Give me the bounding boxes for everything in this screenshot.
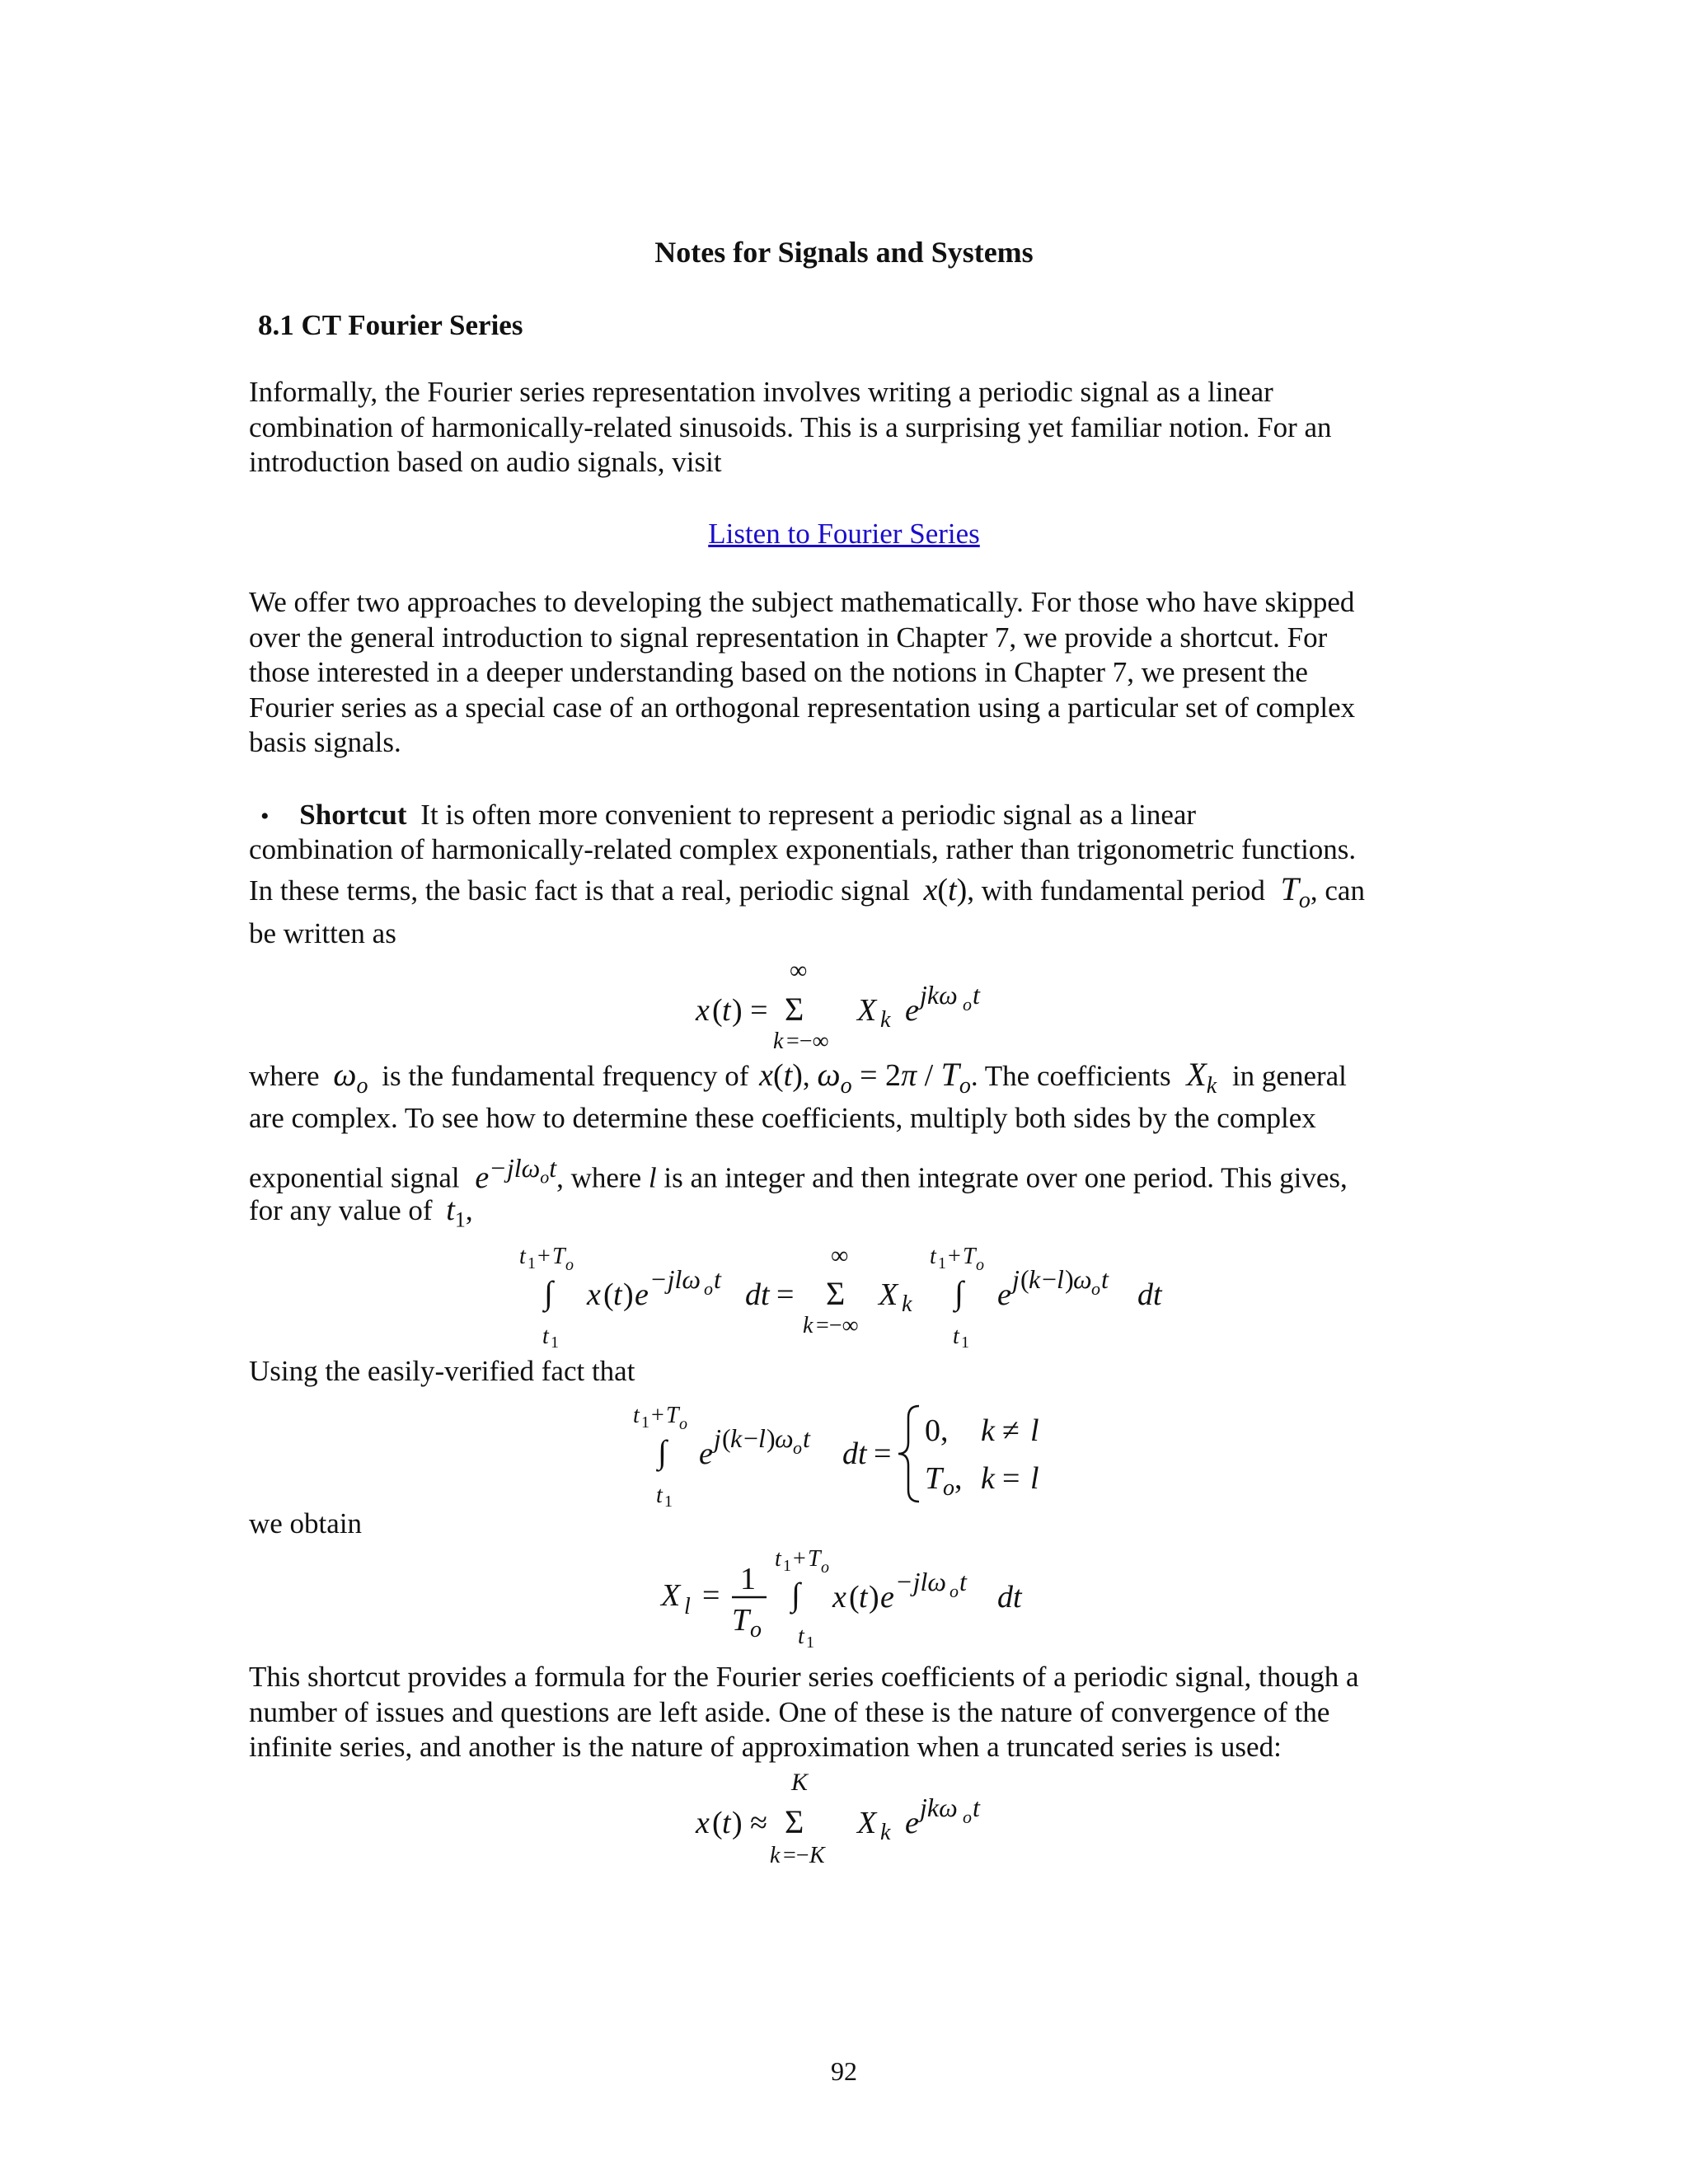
svg-text:o: o [565,1256,574,1274]
section-heading: 8.1 CT Fourier Series [258,309,523,341]
text-span: l [648,1161,657,1194]
fourier-series-equation [684,956,1030,1059]
svg-text:t: t [519,1244,526,1269]
svg-text:k: k [981,1461,995,1496]
listen-fourier-series-link[interactable]: Listen to Fourier Series [708,518,980,550]
text-span: . The coefficients [970,1060,1171,1092]
svg-text:x: x [832,1580,846,1615]
svg-text:Σ: Σ [785,991,804,1028]
svg-text:∫: ∫ [544,1274,553,1311]
svg-text:e: e [997,1277,1011,1312]
text-line: basis signals. [249,726,401,758]
svg-text:e: e [905,993,919,1028]
svg-text:1: 1 [961,1333,969,1352]
svg-text:(: ( [603,1277,614,1312]
svg-text:o: o [963,1807,972,1827]
svg-text:) ≈: ) ≈ [732,1806,768,1840]
where-line: where $\omega_o$ is the fundamental frequency of x(t), $\omega_o = 2\pi / T_o$. The coefficients $X_k$ in general [249,1056,1347,1099]
svg-text:e: e [699,1436,713,1471]
svg-text:−: − [743,1423,759,1453]
svg-text:(: ( [712,1806,723,1840]
math-T-o: $T_o$ [1280,870,1311,913]
svg-text:x: x [696,1806,710,1840]
svg-text:1: 1 [641,1413,649,1432]
svg-text:k: k [1029,1264,1041,1294]
text-span: , with fundamental period [967,874,1265,907]
svg-text:=−∞: =−∞ [786,1029,829,1054]
svg-text:T: T [963,1244,976,1269]
svg-text:+: + [651,1403,664,1428]
shortcut-line-3: In these terms, the basic fact is that a real, periodic signal x(t), with fundamental period $T_o$, can [249,870,1365,913]
svg-text:∞: ∞ [831,1242,849,1269]
svg-text:k: k [902,1291,912,1317]
svg-text:t: t [722,1806,731,1840]
svg-text:l: l [1057,1264,1064,1294]
svg-text:+: + [793,1546,806,1572]
svg-text:e: e [905,1806,919,1840]
svg-text:k: k [770,1843,781,1868]
text-line: Using the easily-verified fact that [249,1355,635,1387]
svg-text:l: l [1030,1461,1039,1496]
svg-text:): ) [623,1277,634,1312]
text-line: combination of harmonically-related sinusoids. This is a surprising yet familiar notion. For an [249,410,1332,443]
text-line: we obtain [249,1507,363,1540]
svg-text:l: l [684,1594,691,1619]
svg-text:t: t [973,1793,980,1822]
svg-text:t: t [973,980,980,1010]
page-title: Notes for Signals and Systems [654,236,1034,269]
svg-text:(: ( [712,993,723,1028]
svg-text:t: t [959,1567,967,1596]
svg-text:T: T [732,1603,750,1638]
text-span: , where [556,1161,642,1194]
svg-text:+: + [537,1244,551,1269]
svg-text:k: k [773,1029,784,1054]
svg-text:=: = [1002,1461,1020,1496]
svg-text:k: k [880,1007,891,1033]
svg-text:=: = [874,1436,892,1471]
svg-text:k: k [803,1313,814,1338]
text-span: is an integer and then integrate over one period. This gives, [663,1161,1348,1194]
svg-text:=: = [776,1277,795,1312]
svg-text:1: 1 [664,1493,673,1511]
approaches-paragraph [249,585,1355,761]
svg-text:ω: ω [1073,1264,1092,1294]
shortcut-label: Shortcut [299,799,407,831]
svg-text:0,: 0, [925,1413,949,1448]
svg-text:−jlω: −jlω [649,1264,701,1294]
text-line: We offer two approaches to developing the subject mathematically. For those who have skipped [249,586,1355,618]
svg-text:1: 1 [806,1633,814,1652]
svg-text:1: 1 [551,1333,559,1352]
svg-text:j: j [714,1423,721,1453]
svg-text:): ) [1065,1264,1074,1294]
svg-text:∫: ∫ [791,1576,800,1613]
svg-text:T: T [666,1403,679,1428]
svg-text:1: 1 [740,1562,756,1596]
svg-text:o: o [793,1437,802,1458]
svg-text:+: + [948,1244,961,1269]
text-span: is the fundamental frequency of [382,1060,749,1092]
text-line: Fourier series as a special case of an orthogonal representation using a particular set of complex [249,691,1356,724]
svg-text:−jlω: −jlω [895,1567,946,1596]
svg-text:jkω: jkω [920,980,958,1010]
svg-text:∞: ∞ [790,957,808,984]
svg-text:=: = [702,1578,720,1613]
svg-text:(: ( [849,1580,860,1615]
svg-text:o: o [943,1475,954,1501]
page-number: 92 [831,2056,857,2086]
svg-text:o: o [976,1256,984,1274]
svg-text:dt: dt [997,1580,1022,1615]
svg-text:t: t [613,1277,622,1312]
svg-text:k: k [880,1820,891,1845]
svg-text:t: t [798,1624,804,1649]
svg-text:l: l [1030,1413,1039,1448]
svg-text:x: x [696,993,710,1028]
integral-equation [511,1232,1187,1360]
svg-text:o: o [750,1617,762,1643]
svg-text:K: K [809,1843,825,1868]
intro-paragraph [249,375,1332,480]
text-span: It is often more convenient to represent a periodic signal as a linear [420,799,1197,831]
svg-text:T: T [552,1244,565,1269]
svg-text:dt: dt [1137,1277,1162,1312]
svg-text:1: 1 [528,1254,536,1272]
svg-text:t: t [953,1324,959,1349]
svg-text:(: ( [722,1423,731,1453]
shortcut-line-1 [260,798,1196,834]
text-span: where [249,1060,320,1092]
svg-text:o: o [679,1415,687,1433]
svg-text:Σ: Σ [826,1275,846,1312]
svg-text:t: t [542,1324,549,1349]
svg-text:≠: ≠ [1002,1413,1020,1448]
svg-text:) =: ) = [732,993,768,1028]
svg-text:t: t [714,1264,721,1294]
text-span: in general [1231,1060,1347,1092]
text-line: over the general introduction to signal representation in Chapter 7, we provide a shortcut. For [249,621,1328,654]
text-line: introduction based on audio signals, visit [249,446,722,478]
svg-text:t: t [722,993,731,1028]
svg-text:=−∞: =−∞ [816,1313,859,1338]
text-line: infinite series, and another is the nature of approximation when a truncated series is used: [249,1731,1282,1763]
svg-text:t: t [930,1244,936,1269]
svg-text:o: o [1091,1278,1100,1299]
svg-text:k: k [730,1423,743,1453]
text-line: are complex. To see how to determine these coefficients, multiply both sides by the complex [249,1102,1316,1134]
closing-paragraph [249,1660,1358,1765]
svg-text:Σ: Σ [785,1803,804,1840]
svg-text:,: , [954,1461,963,1496]
svg-text:e: e [635,1277,649,1312]
svg-text:X: X [661,1578,681,1613]
svg-text:1: 1 [938,1254,946,1272]
svg-text:=−: =− [783,1843,809,1868]
svg-text:t: t [775,1546,781,1572]
svg-text:): ) [869,1580,879,1615]
svg-text:jkω: jkω [920,1793,958,1822]
orthogonality-equation [626,1391,1088,1519]
where-line-3: exponential signal $e^{-jl\omega_ot}$, where l is an integer and then integrate over one period. This gives, [249,1153,1348,1195]
svg-text:∫: ∫ [954,1274,964,1311]
svg-text:t: t [656,1483,663,1508]
svg-text:t: t [859,1580,868,1615]
svg-text:dt: dt [745,1277,770,1312]
svg-text:k: k [981,1413,995,1448]
svg-text:o: o [821,1558,829,1577]
svg-text:o: o [950,1581,959,1601]
svg-text:j: j [1012,1264,1020,1294]
text-span: for any value of [249,1194,433,1226]
svg-text:T: T [925,1461,943,1496]
where-line-4: for any value of $t_1$, [249,1193,473,1232]
svg-text:t: t [803,1423,810,1453]
svg-text:t: t [1101,1264,1109,1294]
text-line: combination of harmonically-related complex exponentials, rather than trigonometric functions. [249,833,1357,865]
text-line: Informally, the Fourier series representation involves writing a periodic signal as a linear [249,376,1273,408]
svg-text:(: ( [1020,1264,1029,1294]
text-line: be written as [249,917,396,949]
svg-text:T: T [808,1546,821,1572]
svg-text:t: t [633,1403,640,1428]
text-span: In these terms, the basic fact is that a real, periodic signal [249,874,910,907]
svg-text:e: e [880,1580,894,1615]
svg-text:o: o [963,994,972,1015]
svg-text:o: o [704,1278,713,1299]
text-span: , can [1310,874,1365,907]
svg-text:): ) [767,1423,776,1453]
bullet-icon: • [260,803,270,830]
svg-text:dt: dt [842,1436,867,1471]
text-line: number of issues and questions are left aside. One of these is the nature of convergence of the [249,1695,1330,1728]
svg-text:l: l [758,1423,766,1453]
svg-text:X: X [879,1277,898,1312]
text-line: those interested in a deeper understanding based on the notions in Chapter 7, we present the [249,656,1308,688]
svg-text:ω: ω [775,1423,794,1453]
text-line: This shortcut provides a formula for the Fourier series coefficients of a periodic signal, though a [249,1661,1359,1693]
coefficient-equation [659,1541,1055,1669]
math-x-of-t: x [923,873,938,907]
svg-text:x: x [587,1277,601,1312]
truncated-series-equation [684,1762,1030,1873]
svg-text:K: K [791,1769,809,1796]
svg-text:X: X [857,993,877,1028]
text-span: exponential signal [249,1161,460,1194]
svg-text:X: X [857,1806,877,1840]
svg-text:1: 1 [783,1557,791,1575]
svg-text:∫: ∫ [658,1433,667,1470]
svg-text:−: − [1042,1264,1057,1294]
